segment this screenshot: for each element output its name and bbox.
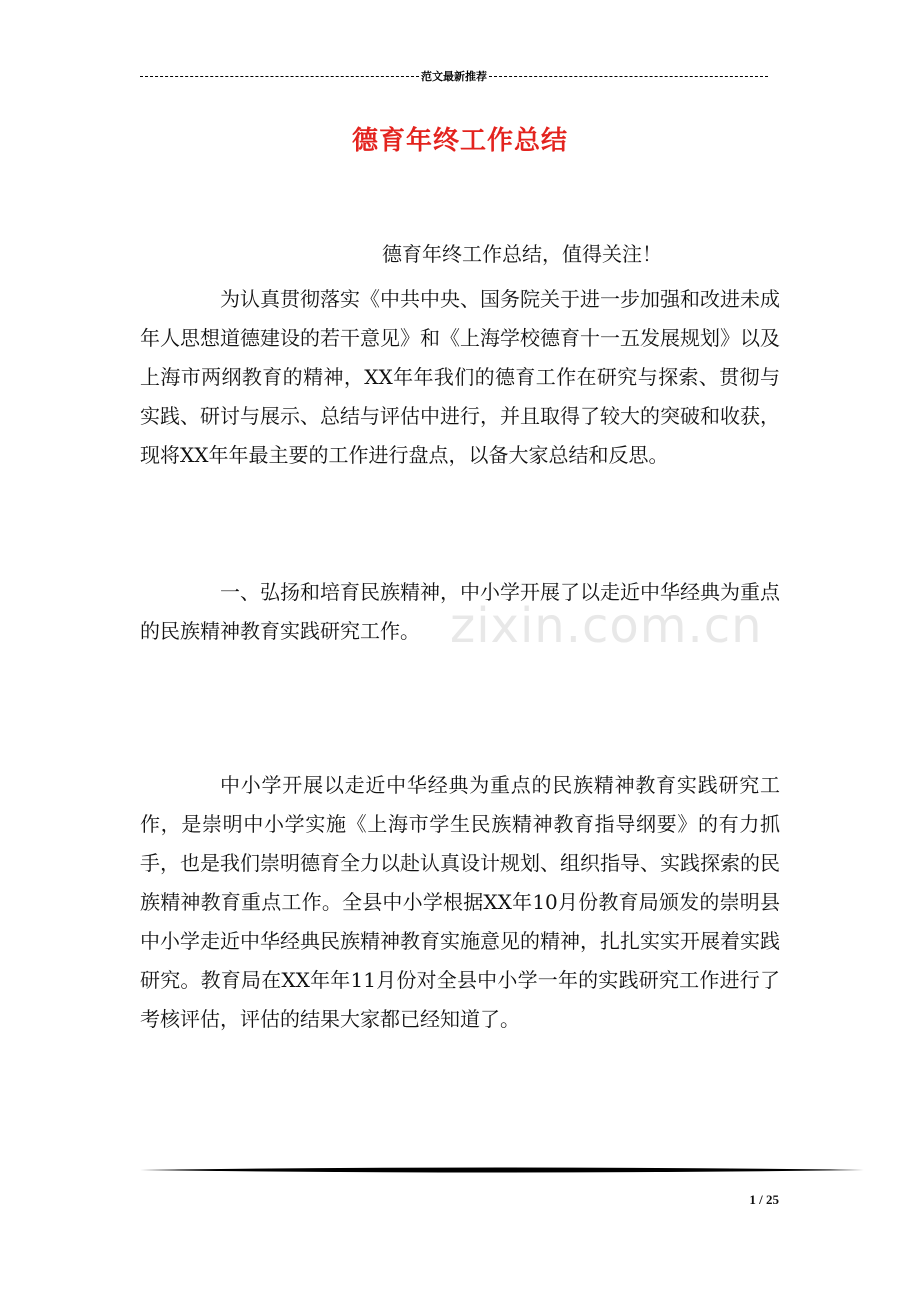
paragraph-block-2 <box>140 573 780 651</box>
paragraph-block-1 <box>140 280 780 475</box>
section-heading: 一、弘扬和培育民族精神，中小学开展了以走近中华经典为重点的民族精神教育实践研究工作。 <box>140 580 780 643</box>
document-title: 德育年终工作总结 <box>351 126 568 156</box>
page-number: 1 / 25 <box>749 1192 779 1207</box>
footer-rule <box>140 1166 864 1174</box>
paragraph: 为认真贯彻落实《中共中央、国务院关于进一步加强和改进未成年人思想道德建设的若干意见》和《上海学校德育十一五发展规划》以及上海市两纲教育的精神，XX年年我们的德育工作在研究与探索、贯彻与实践、研讨与展示、总结与评估中进行，并且取得了较大的突破和收获，现将XX年年最主要的工作进行盘点，以备大家总结和反思。 <box>140 287 780 467</box>
paragraph-block-3 <box>140 766 780 1039</box>
header-dash-left <box>140 76 419 77</box>
header-label: 范文最新推荐 <box>421 70 487 83</box>
watermark: zixin.com.cn <box>450 598 763 654</box>
document-subtitle: 德育年终工作总结，值得关注！ <box>382 242 662 266</box>
paragraph: 中小学开展以走近中华经典为重点的民族精神教育实践研究工作，是崇明中小学实施《上海市学生民族精神教育指导纲要》的有力抓手，也是我们崇明德育全力以赴认真设计规划、组织指导、实践探索的民族精神教育重点工作。全县中小学根据XX年10月份教育局颁发的崇明县中小学走近中华经典民族精神教育实施意见的精神，扎扎实实开展着实践研究。教育局在XX年年11月份对全县中小学一年的实践研究工作进行了考核评估，评估的结果大家都已经知道了。 <box>140 773 780 1031</box>
page-header <box>140 66 768 86</box>
header-dash-right <box>489 76 768 77</box>
